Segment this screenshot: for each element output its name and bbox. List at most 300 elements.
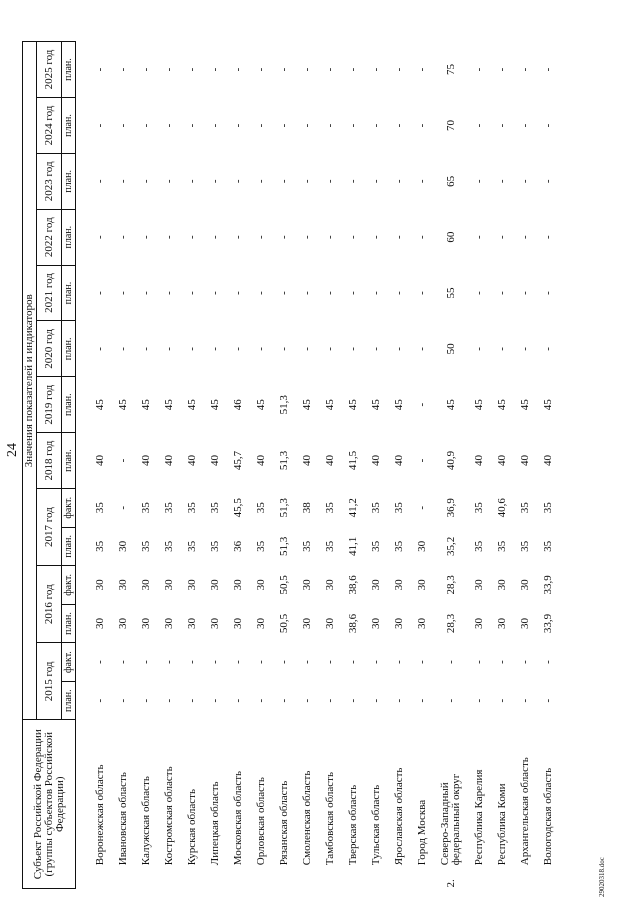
value-cell: - bbox=[94, 347, 106, 351]
table-row bbox=[204, 42, 227, 889]
value-cell: 45 bbox=[473, 399, 485, 411]
value-cell: - bbox=[186, 660, 198, 664]
value-cell: 38,6 bbox=[347, 613, 359, 634]
value-cell: - bbox=[496, 698, 508, 703]
table-row bbox=[319, 42, 342, 889]
value-cell: - bbox=[278, 179, 290, 184]
value-cell: 38 bbox=[301, 502, 313, 514]
value-cell: 40 bbox=[94, 455, 106, 467]
value-cell: - bbox=[209, 67, 221, 72]
value-cell: 45,5 bbox=[232, 498, 244, 518]
value-cell: - bbox=[416, 179, 428, 184]
value-cell: 30 bbox=[140, 579, 152, 591]
subject-name: Вологодская область bbox=[542, 767, 554, 866]
value-cell: - bbox=[347, 660, 359, 664]
value-cell: - bbox=[416, 347, 428, 351]
value-cell: 35 bbox=[542, 540, 554, 552]
value-cell: - bbox=[232, 123, 244, 128]
row-number bbox=[411, 868, 434, 888]
row-number bbox=[135, 868, 158, 888]
value-cell: 40 bbox=[496, 455, 508, 467]
value-cell: 30 bbox=[416, 540, 428, 552]
value-cell: 51,3 bbox=[278, 536, 290, 556]
value-cell: 35 bbox=[94, 540, 106, 552]
value-cell: - bbox=[473, 67, 485, 72]
value-cell: 40 bbox=[301, 455, 313, 467]
value-cell: - bbox=[347, 123, 359, 128]
value-cell: - bbox=[496, 123, 508, 128]
value-cell: - bbox=[163, 67, 175, 72]
value-cell: 30 bbox=[393, 618, 405, 629]
value-cell: 35 bbox=[163, 540, 175, 552]
value-cell: - bbox=[496, 67, 508, 72]
value-cell: - bbox=[301, 291, 313, 295]
table-row bbox=[365, 42, 388, 889]
value-cell: 30 bbox=[393, 579, 405, 591]
value-cell: - bbox=[117, 458, 129, 463]
value-cell: - bbox=[117, 505, 129, 510]
value-cell: - bbox=[473, 660, 485, 664]
value-cell: - bbox=[232, 235, 244, 240]
value-cell: 40 bbox=[370, 455, 382, 467]
table-row bbox=[434, 42, 468, 889]
value-cell: 30 bbox=[370, 618, 382, 629]
value-cell: 33,9 bbox=[542, 575, 554, 595]
row-number bbox=[342, 868, 365, 888]
year-header: 2018 год bbox=[37, 433, 62, 489]
value-cell: - bbox=[163, 235, 175, 240]
value-cell: 30 bbox=[496, 618, 508, 629]
subject-name: Орловская область bbox=[255, 777, 267, 866]
plan-fact-header: план. bbox=[62, 98, 76, 154]
value-cell: 65 bbox=[444, 175, 457, 187]
row-number bbox=[112, 868, 135, 888]
value-cell: 45 bbox=[163, 399, 175, 411]
value-cell: - bbox=[347, 698, 359, 703]
value-cell: 30 bbox=[117, 618, 129, 629]
value-cell: 35,2 bbox=[444, 536, 457, 556]
value-cell: - bbox=[542, 660, 554, 664]
value-cell: - bbox=[416, 660, 428, 664]
value-cell: - bbox=[163, 179, 175, 184]
subject-name: Рязанская область bbox=[278, 780, 290, 866]
value-cell: 40 bbox=[473, 455, 485, 467]
table-row bbox=[89, 42, 112, 889]
table-row bbox=[537, 42, 560, 889]
value-cell: - bbox=[301, 235, 313, 240]
value-cell: 45 bbox=[255, 399, 267, 411]
value-cell: 35 bbox=[542, 502, 554, 514]
value-cell: 30 bbox=[519, 618, 531, 629]
table-row bbox=[491, 42, 514, 889]
value-cell: - bbox=[301, 123, 313, 128]
value-cell: - bbox=[209, 235, 221, 240]
value-cell: - bbox=[278, 698, 290, 703]
row-number bbox=[514, 868, 537, 888]
value-cell: - bbox=[393, 67, 405, 72]
value-cell: 50 bbox=[444, 343, 457, 355]
value-cell: - bbox=[117, 660, 129, 664]
value-cell: 45 bbox=[324, 399, 336, 411]
subject-name: Архангельская область bbox=[519, 757, 531, 866]
value-cell: - bbox=[209, 291, 221, 295]
plan-fact-header: факт. bbox=[62, 566, 76, 605]
value-cell: 35 bbox=[255, 540, 267, 552]
value-cell: 35 bbox=[209, 540, 221, 552]
value-cell: 45 bbox=[117, 399, 129, 411]
indicators-table bbox=[22, 41, 560, 889]
value-cell: 35 bbox=[140, 540, 152, 552]
value-cell: 35 bbox=[393, 540, 405, 552]
value-cell: - bbox=[542, 235, 554, 240]
value-cell: - bbox=[117, 123, 129, 128]
value-cell: - bbox=[232, 179, 244, 184]
value-cell: 35 bbox=[370, 540, 382, 552]
value-cell: 36,9 bbox=[444, 498, 457, 518]
row-number bbox=[319, 868, 342, 888]
value-cell: - bbox=[542, 347, 554, 351]
value-cell: - bbox=[347, 291, 359, 295]
value-cell: - bbox=[232, 347, 244, 351]
value-cell: 30 bbox=[255, 579, 267, 591]
year-header: 2023 год bbox=[37, 153, 62, 209]
value-cell: - bbox=[255, 67, 267, 72]
value-cell: 35 bbox=[163, 502, 175, 514]
value-cell: - bbox=[94, 123, 106, 128]
value-cell: 35 bbox=[94, 502, 106, 514]
value-cell: - bbox=[496, 179, 508, 184]
value-cell: - bbox=[94, 235, 106, 240]
value-cell: 35 bbox=[140, 502, 152, 514]
value-cell: - bbox=[519, 660, 531, 664]
value-cell: 41,2 bbox=[347, 498, 359, 518]
value-cell: - bbox=[301, 67, 313, 72]
value-cell: 30 bbox=[117, 579, 129, 591]
value-cell: - bbox=[473, 347, 485, 351]
value-cell: 45 bbox=[496, 399, 508, 411]
value-cell: - bbox=[186, 67, 198, 72]
table-row bbox=[296, 42, 319, 889]
value-cell: 30 bbox=[496, 579, 508, 591]
value-cell: - bbox=[163, 660, 175, 664]
value-cell: 40 bbox=[209, 455, 221, 467]
subject-name: Липецкая область bbox=[209, 781, 221, 866]
value-cell: - bbox=[473, 123, 485, 128]
year-header: 2022 год bbox=[37, 209, 62, 265]
table-row bbox=[273, 42, 296, 889]
value-cell: - bbox=[496, 291, 508, 295]
value-cell: 40 bbox=[255, 455, 267, 467]
year-header: 2017 год bbox=[37, 488, 62, 565]
value-cell: 30 bbox=[301, 618, 313, 629]
value-cell: 30 bbox=[117, 540, 129, 552]
value-cell: - bbox=[301, 698, 313, 703]
subject-name: Республика Коми bbox=[496, 783, 508, 866]
value-cell: 45 bbox=[393, 399, 405, 411]
spacer-row bbox=[76, 42, 90, 889]
value-cell: 35 bbox=[393, 502, 405, 514]
value-cell: - bbox=[473, 179, 485, 184]
table-row bbox=[388, 42, 411, 889]
value-cell: - bbox=[519, 291, 531, 295]
value-cell: 45 bbox=[444, 399, 457, 411]
value-cell: 35 bbox=[301, 540, 313, 552]
table-row bbox=[514, 42, 537, 889]
value-cell: - bbox=[393, 235, 405, 240]
value-cell: 35 bbox=[370, 502, 382, 514]
value-cell: 30 bbox=[473, 618, 485, 629]
value-cell: - bbox=[278, 660, 290, 664]
value-cell: - bbox=[232, 291, 244, 295]
row-number bbox=[273, 868, 296, 888]
value-cell: - bbox=[393, 291, 405, 295]
value-cell: 51,3 bbox=[278, 450, 290, 471]
value-cell: - bbox=[255, 660, 267, 664]
plan-fact-header: план. bbox=[62, 681, 76, 720]
plan-fact-header: план. bbox=[62, 153, 76, 209]
value-cell: - bbox=[232, 67, 244, 72]
value-cell: - bbox=[255, 179, 267, 184]
value-cell: - bbox=[140, 291, 152, 295]
table-row bbox=[250, 42, 273, 889]
value-cell: 30 bbox=[416, 579, 428, 591]
value-cell: - bbox=[393, 660, 405, 664]
value-cell: 28,3 bbox=[444, 575, 457, 595]
value-cell: - bbox=[140, 235, 152, 240]
value-cell: - bbox=[94, 291, 106, 295]
value-cell: - bbox=[370, 123, 382, 128]
value-cell: - bbox=[496, 347, 508, 351]
value-cell: 41,1 bbox=[347, 536, 359, 556]
table-row bbox=[158, 42, 181, 889]
value-cell: 30 bbox=[301, 579, 313, 591]
value-cell: - bbox=[370, 698, 382, 703]
value-cell: 35 bbox=[473, 502, 485, 514]
value-cell: - bbox=[186, 291, 198, 295]
row-number bbox=[89, 868, 112, 888]
subject-name: Калужская область bbox=[140, 776, 152, 866]
value-cell: 30 bbox=[186, 579, 198, 591]
value-cell: - bbox=[255, 347, 267, 351]
value-cell: 70 bbox=[444, 119, 457, 131]
value-cell: - bbox=[347, 347, 359, 351]
value-cell: 30 bbox=[209, 579, 221, 591]
value-cell: 36 bbox=[232, 540, 244, 552]
value-cell: - bbox=[117, 698, 129, 703]
value-cell: 45 bbox=[301, 399, 313, 411]
value-cell: 30 bbox=[370, 579, 382, 591]
value-cell: 51,3 bbox=[278, 498, 290, 518]
value-cell: 35 bbox=[496, 540, 508, 552]
table-row bbox=[135, 42, 158, 889]
value-cell: 40 bbox=[140, 455, 152, 467]
value-cell: 50,5 bbox=[278, 575, 290, 595]
value-cell: 40 bbox=[324, 455, 336, 467]
value-cell: - bbox=[370, 235, 382, 240]
value-cell: 35 bbox=[209, 502, 221, 514]
value-cell: 35 bbox=[519, 540, 531, 552]
value-cell: 46 bbox=[232, 399, 244, 411]
value-cell: - bbox=[232, 660, 244, 664]
subject-name: Воронежская область bbox=[94, 764, 106, 866]
value-cell: 30 bbox=[324, 579, 336, 591]
value-cell: - bbox=[324, 347, 336, 351]
value-cell: - bbox=[140, 179, 152, 184]
table-row bbox=[181, 42, 204, 889]
value-cell: - bbox=[163, 347, 175, 351]
value-cell: - bbox=[416, 123, 428, 128]
value-cell: - bbox=[324, 235, 336, 240]
value-cell: - bbox=[278, 347, 290, 351]
year-header: 2019 год bbox=[37, 377, 62, 433]
value-cell: 45 bbox=[209, 399, 221, 411]
subject-name: Курская область bbox=[186, 789, 198, 866]
subject-name: Тверская область bbox=[347, 784, 359, 866]
row-number bbox=[227, 868, 250, 888]
value-cell: - bbox=[209, 698, 221, 703]
plan-fact-header: план. bbox=[62, 209, 76, 265]
subject-name: Ярославская область bbox=[393, 767, 405, 866]
row-number: 2. bbox=[444, 879, 457, 888]
value-cell: 45 bbox=[140, 399, 152, 411]
value-cell: 30 bbox=[232, 618, 244, 629]
plan-fact-header: план. bbox=[62, 433, 76, 489]
subject-name: Ивановская область bbox=[117, 772, 129, 866]
table-row bbox=[112, 42, 135, 889]
value-cell: - bbox=[347, 235, 359, 240]
value-cell: - bbox=[473, 698, 485, 703]
value-cell: - bbox=[542, 123, 554, 128]
value-cell: - bbox=[117, 291, 129, 295]
table-row bbox=[468, 42, 491, 889]
value-cell: - bbox=[117, 179, 129, 184]
value-cell: - bbox=[163, 123, 175, 128]
value-cell: 35 bbox=[324, 502, 336, 514]
plan-fact-header: план. bbox=[62, 321, 76, 377]
value-cell: - bbox=[94, 698, 106, 703]
subject-name: Московская область bbox=[232, 770, 244, 866]
value-cell: 40 bbox=[519, 455, 531, 467]
value-cell: 35 bbox=[473, 540, 485, 552]
value-cell: - bbox=[255, 291, 267, 295]
value-cell: 35 bbox=[186, 502, 198, 514]
value-cell: 40 bbox=[186, 455, 198, 467]
value-cell: - bbox=[542, 698, 554, 703]
value-cell: 30 bbox=[473, 579, 485, 591]
plan-fact-header: факт. bbox=[62, 643, 76, 682]
value-cell: - bbox=[209, 123, 221, 128]
value-cell: - bbox=[542, 179, 554, 184]
table-header bbox=[23, 42, 76, 889]
value-cell: - bbox=[140, 123, 152, 128]
value-cell: 38,6 bbox=[347, 575, 359, 595]
plan-fact-header: план. bbox=[62, 377, 76, 433]
subject-name: Костромская область bbox=[163, 766, 175, 866]
row-number bbox=[491, 868, 514, 888]
value-cell: - bbox=[255, 698, 267, 703]
value-cell: 30 bbox=[163, 579, 175, 591]
value-cell: - bbox=[496, 660, 508, 664]
plan-fact-header: план. bbox=[62, 42, 76, 98]
value-cell: - bbox=[278, 291, 290, 295]
value-cell: - bbox=[324, 67, 336, 72]
value-cell: - bbox=[324, 179, 336, 184]
value-cell: - bbox=[324, 123, 336, 128]
value-cell: 41,5 bbox=[347, 450, 359, 471]
value-cell: - bbox=[347, 179, 359, 184]
value-cell: 30 bbox=[209, 618, 221, 629]
value-cell: 45 bbox=[542, 399, 554, 411]
year-header: 2020 год bbox=[37, 321, 62, 377]
value-cell: 40 bbox=[542, 455, 554, 467]
row-number bbox=[296, 868, 319, 888]
subject-name: Город Москва bbox=[416, 799, 428, 866]
value-cell: - bbox=[519, 67, 531, 72]
value-cell: 30 bbox=[416, 618, 428, 629]
value-cell: - bbox=[163, 698, 175, 703]
table-row bbox=[411, 42, 434, 889]
value-cell: 30 bbox=[324, 618, 336, 629]
row-number bbox=[250, 868, 273, 888]
value-cell: 45 bbox=[186, 399, 198, 411]
value-cell: - bbox=[186, 123, 198, 128]
value-cell: 45 bbox=[347, 399, 359, 411]
value-cell: 30 bbox=[255, 618, 267, 629]
value-cell: - bbox=[94, 67, 106, 72]
row-number bbox=[468, 868, 491, 888]
value-cell: - bbox=[519, 123, 531, 128]
value-cell: - bbox=[444, 698, 457, 703]
value-cell: - bbox=[416, 235, 428, 240]
value-cell: 33,9 bbox=[542, 613, 554, 634]
value-cell: - bbox=[140, 347, 152, 351]
table-row bbox=[342, 42, 365, 889]
row-number bbox=[181, 868, 204, 888]
value-cell: 51,3 bbox=[278, 395, 290, 415]
value-cell: 40 bbox=[163, 455, 175, 467]
value-cell: - bbox=[370, 179, 382, 184]
value-cell: - bbox=[209, 347, 221, 351]
value-cell: 50,5 bbox=[278, 613, 290, 634]
value-cell: - bbox=[473, 235, 485, 240]
value-cell: - bbox=[542, 291, 554, 295]
value-cell: - bbox=[117, 235, 129, 240]
value-cell: 40,9 bbox=[444, 450, 457, 471]
value-cell: - bbox=[416, 698, 428, 703]
value-cell: - bbox=[393, 123, 405, 128]
value-cell: 45,7 bbox=[232, 450, 244, 471]
year-header: 2025 год bbox=[37, 42, 62, 98]
value-cell: 35 bbox=[519, 502, 531, 514]
value-cell: - bbox=[140, 660, 152, 664]
value-cell: - bbox=[94, 179, 106, 184]
year-header: 2016 год bbox=[37, 566, 62, 643]
value-cell: - bbox=[324, 660, 336, 664]
value-cell: 35 bbox=[255, 502, 267, 514]
plan-fact-header: план. bbox=[62, 527, 76, 566]
value-cell: - bbox=[186, 235, 198, 240]
row-number bbox=[158, 868, 181, 888]
value-cell: 45 bbox=[519, 399, 531, 411]
year-header: 2024 год bbox=[37, 98, 62, 154]
page-number: 24 bbox=[5, 443, 20, 457]
value-cell: 40,6 bbox=[496, 498, 508, 518]
spacer-cell bbox=[76, 42, 90, 889]
value-cell: 30 bbox=[232, 579, 244, 591]
subject-name: Северо-Западный федеральный округ bbox=[439, 773, 462, 866]
value-cell: - bbox=[209, 660, 221, 664]
value-cell: - bbox=[278, 123, 290, 128]
